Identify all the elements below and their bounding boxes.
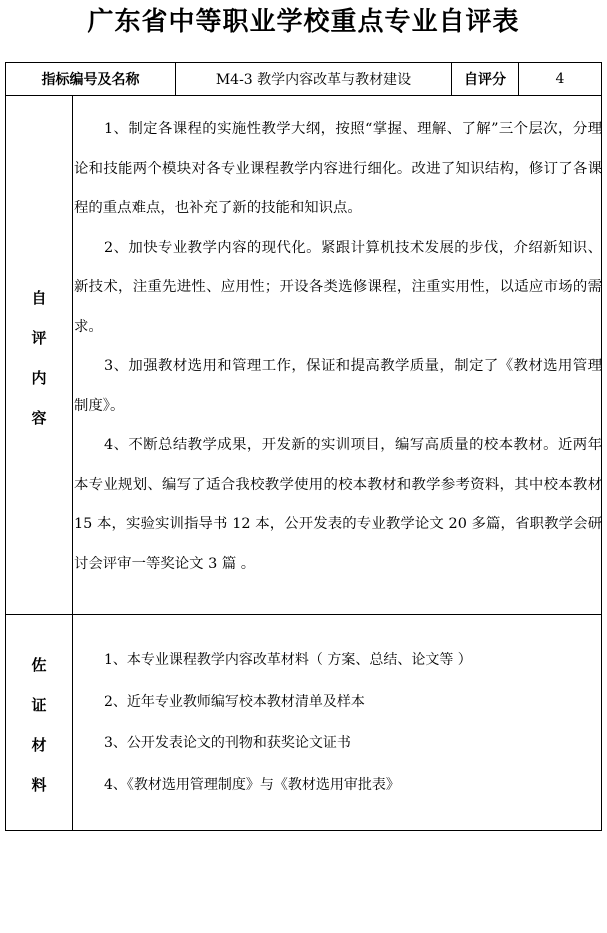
- evidence-list: [74, 640, 602, 806]
- side-char: 容: [31, 409, 47, 427]
- score-label: 自评分: [464, 72, 506, 88]
- self-eval-paragraph: 4、不断总结教学成果，开发新的实训项目，编写高质量的校本教材。近两年本专业规划、编写了适合我校教学使用的校本教材和教学参考资料，其中校本教材 15 本，实验实训指导书 12 本，公开发表的专业教学论文 20 多篇，省职教学会研讨会评审一等奖论文 3 篇 。: [74, 437, 602, 572]
- evidence-side-label: [6, 645, 72, 805]
- label-column-divider: [72, 95, 73, 830]
- evidence-item: 4、《教材选用管理制度》与《教材选用审批表》: [104, 776, 400, 793]
- self-eval-paragraph: 1、制定各课程的实施性教学大纲，按照“掌握、理解、了解”三个层次，分理论和技能两个模块对各专业课程教学内容进行细化。改进了知识结构，修订了各课程的重点难点，也补充了新的技能和知识点。: [74, 121, 602, 216]
- self-eval-content: [74, 110, 602, 584]
- section-divider: [5, 614, 602, 615]
- self-eval-paragraph: 2、加快专业教学内容的现代化。紧跟计算机技术发展的步伐，介绍新知识、新技术，注重先进性、应用性；开设各类选修课程，注重实用性，以适应市场的需求。: [74, 239, 602, 335]
- self-eval-paragraph: 3、加强教材选用和管理工作，保证和提高教学质量，制定了《教材选用管理制度》。: [74, 358, 602, 414]
- self-eval-side-label: [6, 278, 72, 438]
- side-char: 评: [31, 329, 47, 347]
- evidence-item: 2、近年专业教师编写校本教材清单及样本: [104, 693, 365, 710]
- evidence-item: 3、公开发表论文的刊物和获奖论文证书: [104, 735, 351, 752]
- side-char: 证: [31, 696, 47, 714]
- indicator-value: M4-3 教学内容改革与教材建设: [215, 72, 412, 88]
- side-char: 内: [31, 369, 47, 387]
- header-row-divider: [5, 95, 602, 96]
- side-char: 佐: [31, 656, 47, 674]
- indicator-label: 指标编号及名称: [41, 72, 140, 88]
- evidence-item: 1、本专业课程教学内容改革材料（ 方案、总结、论文等 ）: [104, 652, 472, 668]
- side-char: 自: [31, 289, 47, 307]
- score-value: 4: [555, 71, 565, 87]
- side-char: 料: [31, 776, 47, 794]
- page-title: 广东省中等职业学校重点专业自评表: [87, 7, 520, 37]
- table-border-bottom: [5, 830, 602, 831]
- side-char: 材: [31, 736, 47, 754]
